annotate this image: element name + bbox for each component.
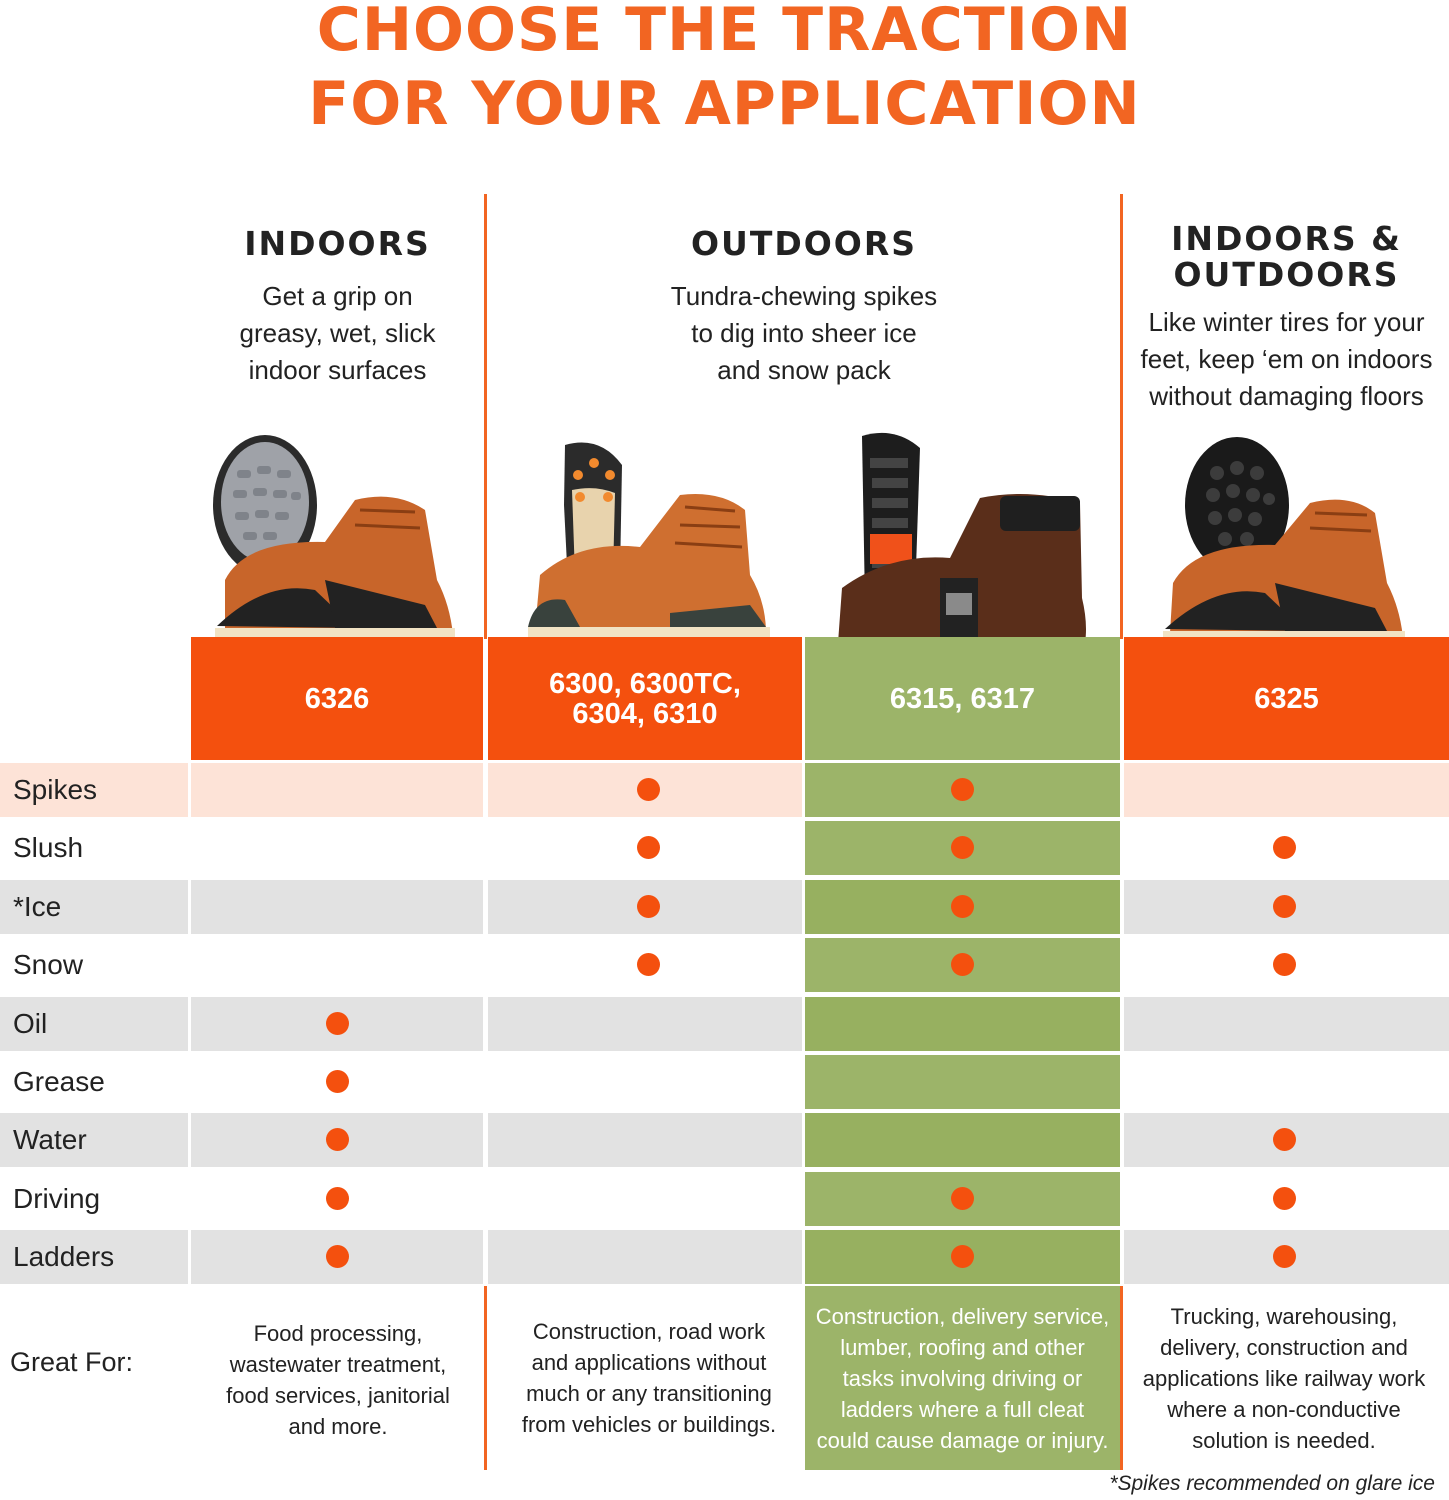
description-line: Tundra-chewing spikes (670, 281, 938, 311)
dot-mark-icon (951, 778, 974, 801)
boot-with-midsole-cleat-icon (830, 428, 1095, 663)
product-models-6326: 6326 (191, 637, 483, 760)
grid-cell (488, 1172, 802, 1226)
dot-mark-icon (1273, 836, 1296, 859)
grid-cell (805, 1172, 1120, 1226)
grid-cell (191, 1230, 483, 1284)
dot-mark-icon (637, 895, 660, 918)
column-description-indoors (190, 278, 485, 389)
grid-cell (488, 763, 802, 817)
boot-with-spiked-traction-icon (520, 435, 780, 645)
grid-cell (1124, 880, 1449, 934)
dot-mark-icon (951, 953, 974, 976)
grid-cell (805, 880, 1120, 934)
grid-cell (805, 763, 1120, 817)
grid-cell (805, 997, 1120, 1051)
dot-mark-icon (1273, 953, 1296, 976)
grid-cell (805, 1113, 1120, 1167)
grid-cell (1124, 1055, 1449, 1109)
row-label: Slush (0, 821, 188, 875)
grid-cell (191, 880, 483, 934)
dot-mark-icon (637, 953, 660, 976)
page-title-line-1: CHOOSE THE TRACTION (316, 0, 1133, 65)
grid-cell (805, 821, 1120, 875)
grid-cell (191, 763, 483, 817)
grid-cell (1124, 1230, 1449, 1284)
column-description-indoors-outdoors (1124, 304, 1449, 415)
column-heading-outdoors: OUTDOORS (690, 224, 918, 263)
grid-cell (1124, 938, 1449, 992)
description-line: Get a grip on (262, 281, 413, 311)
grid-cell (1124, 1113, 1449, 1167)
row-label: Water (0, 1113, 188, 1167)
grid-cell (1124, 997, 1449, 1051)
description-line: feet, keep ‘em on indoors (1140, 344, 1433, 374)
dot-mark-icon (1273, 1128, 1296, 1151)
divider-line (484, 1286, 487, 1470)
row-label: Grease (0, 1055, 188, 1109)
grid-cell (191, 1172, 483, 1226)
grid-cell (191, 1113, 483, 1167)
column-description-outdoors (488, 278, 1120, 389)
footnote: *Spikes recommended on glare ice (1109, 1472, 1435, 1495)
dot-mark-icon (326, 1012, 349, 1035)
dot-mark-icon (1273, 1187, 1296, 1210)
product-models-6315-6317: 6315, 6317 (805, 637, 1120, 760)
boot-with-rubber-traction-icon (205, 430, 465, 645)
grid-cell (488, 1113, 802, 1167)
dot-mark-icon (951, 1245, 974, 1268)
great-for-6325: Trucking, warehousing, delivery, construction and applications like railway work where a non-conductive solution is needed. (1142, 1303, 1426, 1453)
grid-cell (805, 1055, 1120, 1109)
row-label: Spikes (0, 763, 188, 817)
dot-mark-icon (326, 1245, 349, 1268)
dot-mark-icon (951, 836, 974, 859)
product-models-6300-series (488, 637, 802, 760)
great-for-6315-6317: Construction, delivery service, lumber, roofing and other tasks involving driving or ladders where a full cleat could cause damage or injury. (805, 1286, 1120, 1470)
divider-line (1120, 1286, 1123, 1470)
grid-cell (488, 997, 802, 1051)
dot-mark-icon (1273, 1245, 1296, 1268)
description-line: greasy, wet, slick (239, 318, 436, 348)
grid-cell (191, 821, 483, 875)
row-label: *Ice (0, 880, 188, 934)
grid-cell (191, 938, 483, 992)
grid-cell (488, 880, 802, 934)
grid-cell (805, 938, 1120, 992)
grid-cell (191, 1055, 483, 1109)
divider-line (1120, 194, 1123, 639)
row-label: Snow (0, 938, 188, 992)
dot-mark-icon (637, 836, 660, 859)
dot-mark-icon (326, 1070, 349, 1093)
description-line: Like winter tires for your (1148, 307, 1425, 337)
boot-with-studded-traction-icon (1155, 433, 1415, 648)
grid-cell (488, 821, 802, 875)
grid-cell (488, 938, 802, 992)
dot-mark-icon (637, 778, 660, 801)
description-line: to dig into sheer ice (691, 318, 917, 348)
grid-cell (488, 1055, 802, 1109)
description-line: and snow pack (717, 355, 891, 385)
row-label: Ladders (0, 1230, 188, 1284)
grid-cell (488, 1230, 802, 1284)
great-for-6300-series: Construction, road work and applications without much or any transitioning from vehicles or buildings. (521, 1319, 777, 1437)
description-line: indoor surfaces (248, 355, 427, 385)
product-models-6325: 6325 (1124, 637, 1449, 760)
column-heading-indoors-outdoors: INDOORS & OUTDOORS (1171, 219, 1402, 294)
grid-cell (1124, 763, 1449, 817)
great-for-6326: Food processing, wastewater treatment, food services, janitorial and more. (226, 1321, 450, 1439)
dot-mark-icon (951, 1187, 974, 1210)
row-label: Oil (0, 997, 188, 1051)
page-title-line-2: FOR YOUR APPLICATION (308, 69, 1141, 139)
grid-cell (1124, 1172, 1449, 1226)
dot-mark-icon (951, 895, 974, 918)
dot-mark-icon (326, 1128, 349, 1151)
grid-cell (1124, 821, 1449, 875)
grid-cell (805, 1230, 1120, 1284)
dot-mark-icon (326, 1187, 349, 1210)
row-label: Driving (0, 1172, 188, 1226)
grid-cell (191, 997, 483, 1051)
description-line: without damaging floors (1149, 381, 1424, 411)
product-models-label: 6300, 6300TC, 6304, 6310 (549, 667, 741, 730)
column-heading-indoors: INDOORS (244, 224, 431, 263)
dot-mark-icon (1273, 895, 1296, 918)
great-for-label: Great For: (10, 1347, 134, 1377)
